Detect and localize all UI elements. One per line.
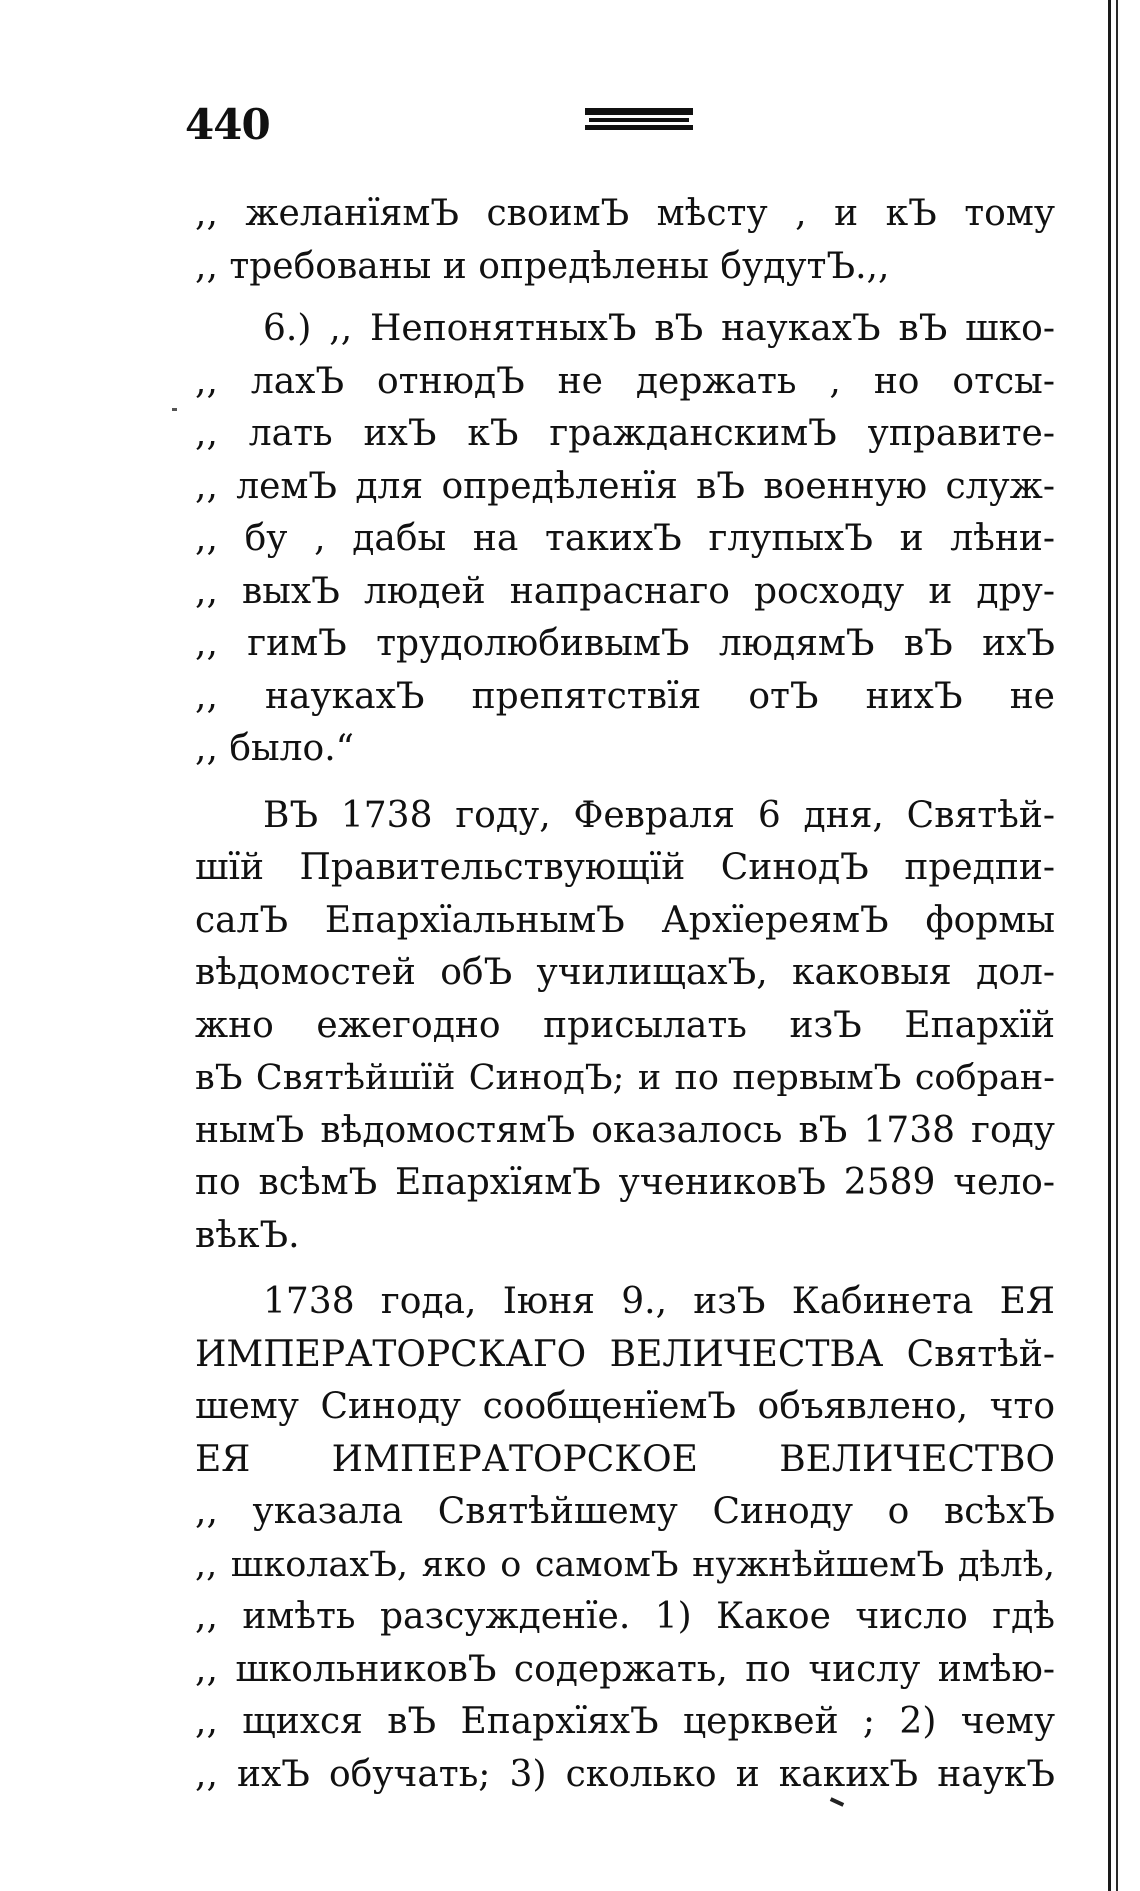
- text-line: ИМПЕРАТОРСКАГО ВЕЛИЧЕСТВА Святѣй-: [195, 1333, 1055, 1375]
- scan-speck: [172, 408, 177, 411]
- page-edge-line-outer: [1116, 0, 1118, 1891]
- paragraph-gap: [195, 776, 1055, 790]
- ornament-bar: [589, 118, 689, 122]
- text-line: 1738 года, Іюня 9., изЪ Кабинета ЕЯ: [263, 1281, 1055, 1322]
- text-line: нымЪ вѣдомостямЪ оказалось вЪ 1738 году: [195, 1109, 1055, 1151]
- text-line: вЪ Святѣйшїй СинодЪ; и по первымЪ собран-: [195, 1058, 1055, 1098]
- paragraph-gap: [195, 1262, 1055, 1276]
- paragraph-gap: [195, 293, 1055, 303]
- text-line: 6.) ,, НепонятныхЪ вЪ наукахЪ вЪ шко-: [263, 308, 1055, 349]
- text-line: ,, было.“: [195, 728, 355, 769]
- text-line: жно ежегодно присылать изЪ Епархїй: [195, 1004, 1055, 1046]
- page-number: 440: [185, 100, 270, 149]
- text-line: ,, желанїямЪ своимЪ мѣсту , и кЪ тому: [195, 193, 1055, 234]
- text-line: ВЪ 1738 году, Февраля 6 дня, Святѣй-: [263, 794, 1055, 836]
- text-line: вѣдомостей обЪ училищахЪ, каковыя дол-: [195, 952, 1055, 993]
- text-line: ,, гимЪ трудолюбивымЪ людямЪ вЪ ихЪ: [195, 623, 1055, 664]
- ornament-bar: [585, 125, 693, 130]
- text-line: ,, щихся вЪ ЕпархїяхЪ церквей ; 2) чему: [195, 1701, 1055, 1742]
- text-line: ,, лемЪ для опредѣленїя вЪ военную служ-: [195, 465, 1055, 507]
- text-line: салЪ ЕпархїальнымЪ АрхїереямЪ формы: [195, 899, 1055, 941]
- text-line: шїй Правительствующїй СинодЪ предпи-: [195, 847, 1055, 888]
- text-line: ,, школьниковЪ содержать, по числу имѣю-: [195, 1648, 1055, 1690]
- text-line: ,, ихЪ обучать; 3) сколько и какихЪ наукЪ: [195, 1753, 1055, 1795]
- text-line: по всѣмЪ ЕпархїямЪ учениковЪ 2589 чело-: [195, 1162, 1055, 1203]
- body-text: [195, 188, 1055, 1801]
- text-line: ,, бу , дабы на такихЪ глупыхЪ и лѣни-: [195, 518, 1055, 559]
- text-line: ,, наукахЪ препятствїя отЪ нихЪ не: [195, 675, 1055, 717]
- text-line: ,, лать ихЪ кЪ гражданскимЪ управите-: [195, 413, 1055, 454]
- text-line: шему Синоду сообщенїемЪ объявлено, что: [195, 1386, 1055, 1427]
- text-line: ,, имѣть разсужденїе. 1) Какое число гдѣ: [195, 1596, 1055, 1637]
- text-line: ,, лахЪ отнюдЪ не держать , но отсы-: [195, 360, 1055, 402]
- ornament-bar: [585, 108, 693, 115]
- header-ornament: [585, 108, 693, 130]
- text-line: ,, школахЪ, яко о самомЪ нужнѣйшемЪ дѣлѣ,: [195, 1544, 1055, 1585]
- text-line: ,, указала Святѣйшему Синоду о всѣхЪ: [195, 1491, 1055, 1532]
- text-line: вѣкЪ.: [195, 1214, 300, 1256]
- text-line: ,, выхЪ людей напраснаго росходу и дру-: [195, 570, 1055, 612]
- text-line: ,, требованы и опредѣлены будутЪ.,,: [195, 245, 890, 287]
- text-line: ЕЯ ИМПЕРАТОРСКОЕ ВЕЛИЧЕСТВО: [195, 1438, 1055, 1480]
- page-edge-line: [1108, 0, 1111, 1891]
